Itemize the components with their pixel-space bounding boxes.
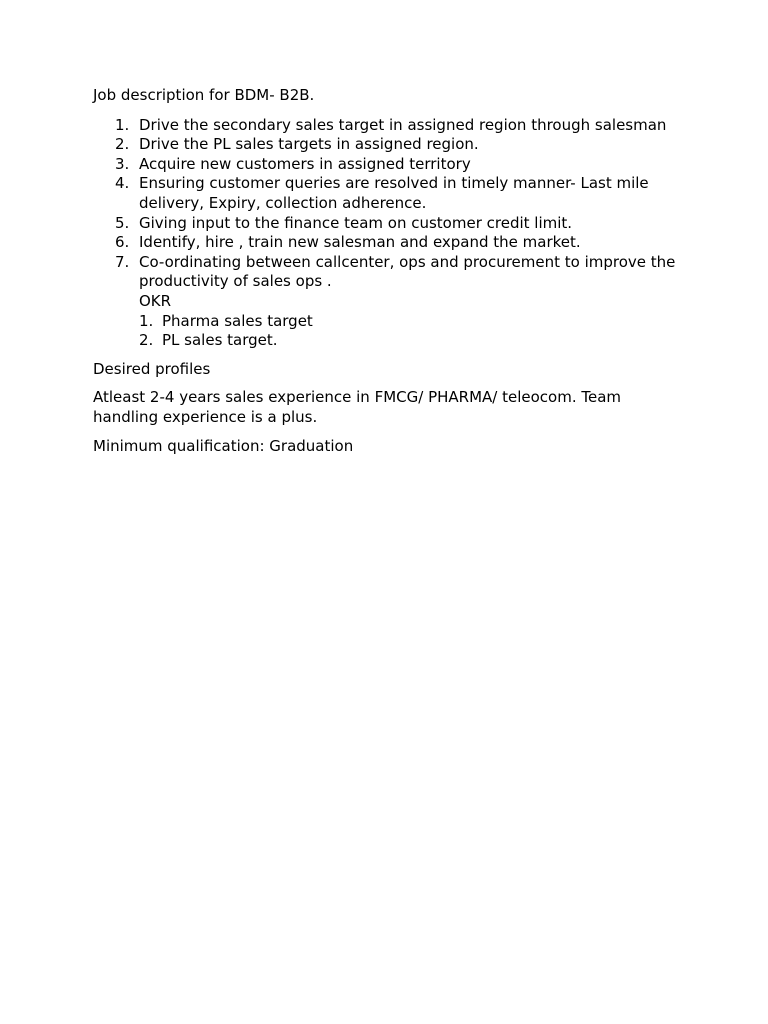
okr-item	[93, 331, 683, 351]
okr-item	[93, 312, 683, 332]
list-number: 2.	[115, 135, 130, 154]
document-body	[93, 86, 683, 456]
list-item	[93, 214, 683, 234]
list-item-text: Giving input to the finance team on customer credit limit.	[139, 213, 573, 232]
okr-item-text: Pharma sales target	[162, 311, 313, 330]
okr-list	[93, 312, 683, 351]
okr-heading: OKR	[139, 291, 172, 310]
list-item-text: Co-ordinating between callcenter, ops and procurement to improve the productivity of sales ops .	[139, 252, 676, 291]
list-item	[93, 155, 683, 175]
list-item	[93, 253, 683, 312]
qualification-text: Minimum qualification: Graduation	[93, 436, 354, 455]
list-number: 1.	[115, 115, 130, 134]
list-number: 7.	[115, 252, 130, 271]
list-item-text: Identify, hire , train new salesman and expand the market.	[139, 233, 581, 252]
list-number: 5.	[115, 213, 130, 232]
desired-profiles-heading: Desired profiles	[93, 359, 211, 378]
responsibilities-list	[93, 116, 683, 312]
list-item	[93, 116, 683, 136]
okr-number: 1.	[139, 311, 154, 330]
list-item-text: Drive the secondary sales target in assigned region through salesman	[139, 115, 667, 134]
list-item	[93, 233, 683, 253]
list-number: 4.	[115, 174, 130, 193]
okr-item-text: PL sales target.	[162, 331, 278, 350]
okr-number: 2.	[139, 331, 154, 350]
document-title: Job description for BDM- B2B.	[93, 86, 315, 104]
list-item	[93, 174, 683, 213]
experience-text: Atleast 2-4 years sales experience in FMCG/ PHARMA/ teleocom. Team handling experience is a plus.	[93, 388, 622, 426]
list-item-text: Acquire new customers in assigned territory	[139, 154, 471, 173]
list-number: 3.	[115, 154, 130, 173]
list-item	[93, 135, 683, 155]
list-number: 6.	[115, 233, 130, 252]
list-item-text: Ensuring customer queries are resolved in timely manner- Last mile delivery, Expiry, collection adherence.	[139, 174, 649, 212]
list-item-text: Drive the PL sales targets in assigned region.	[139, 135, 479, 154]
